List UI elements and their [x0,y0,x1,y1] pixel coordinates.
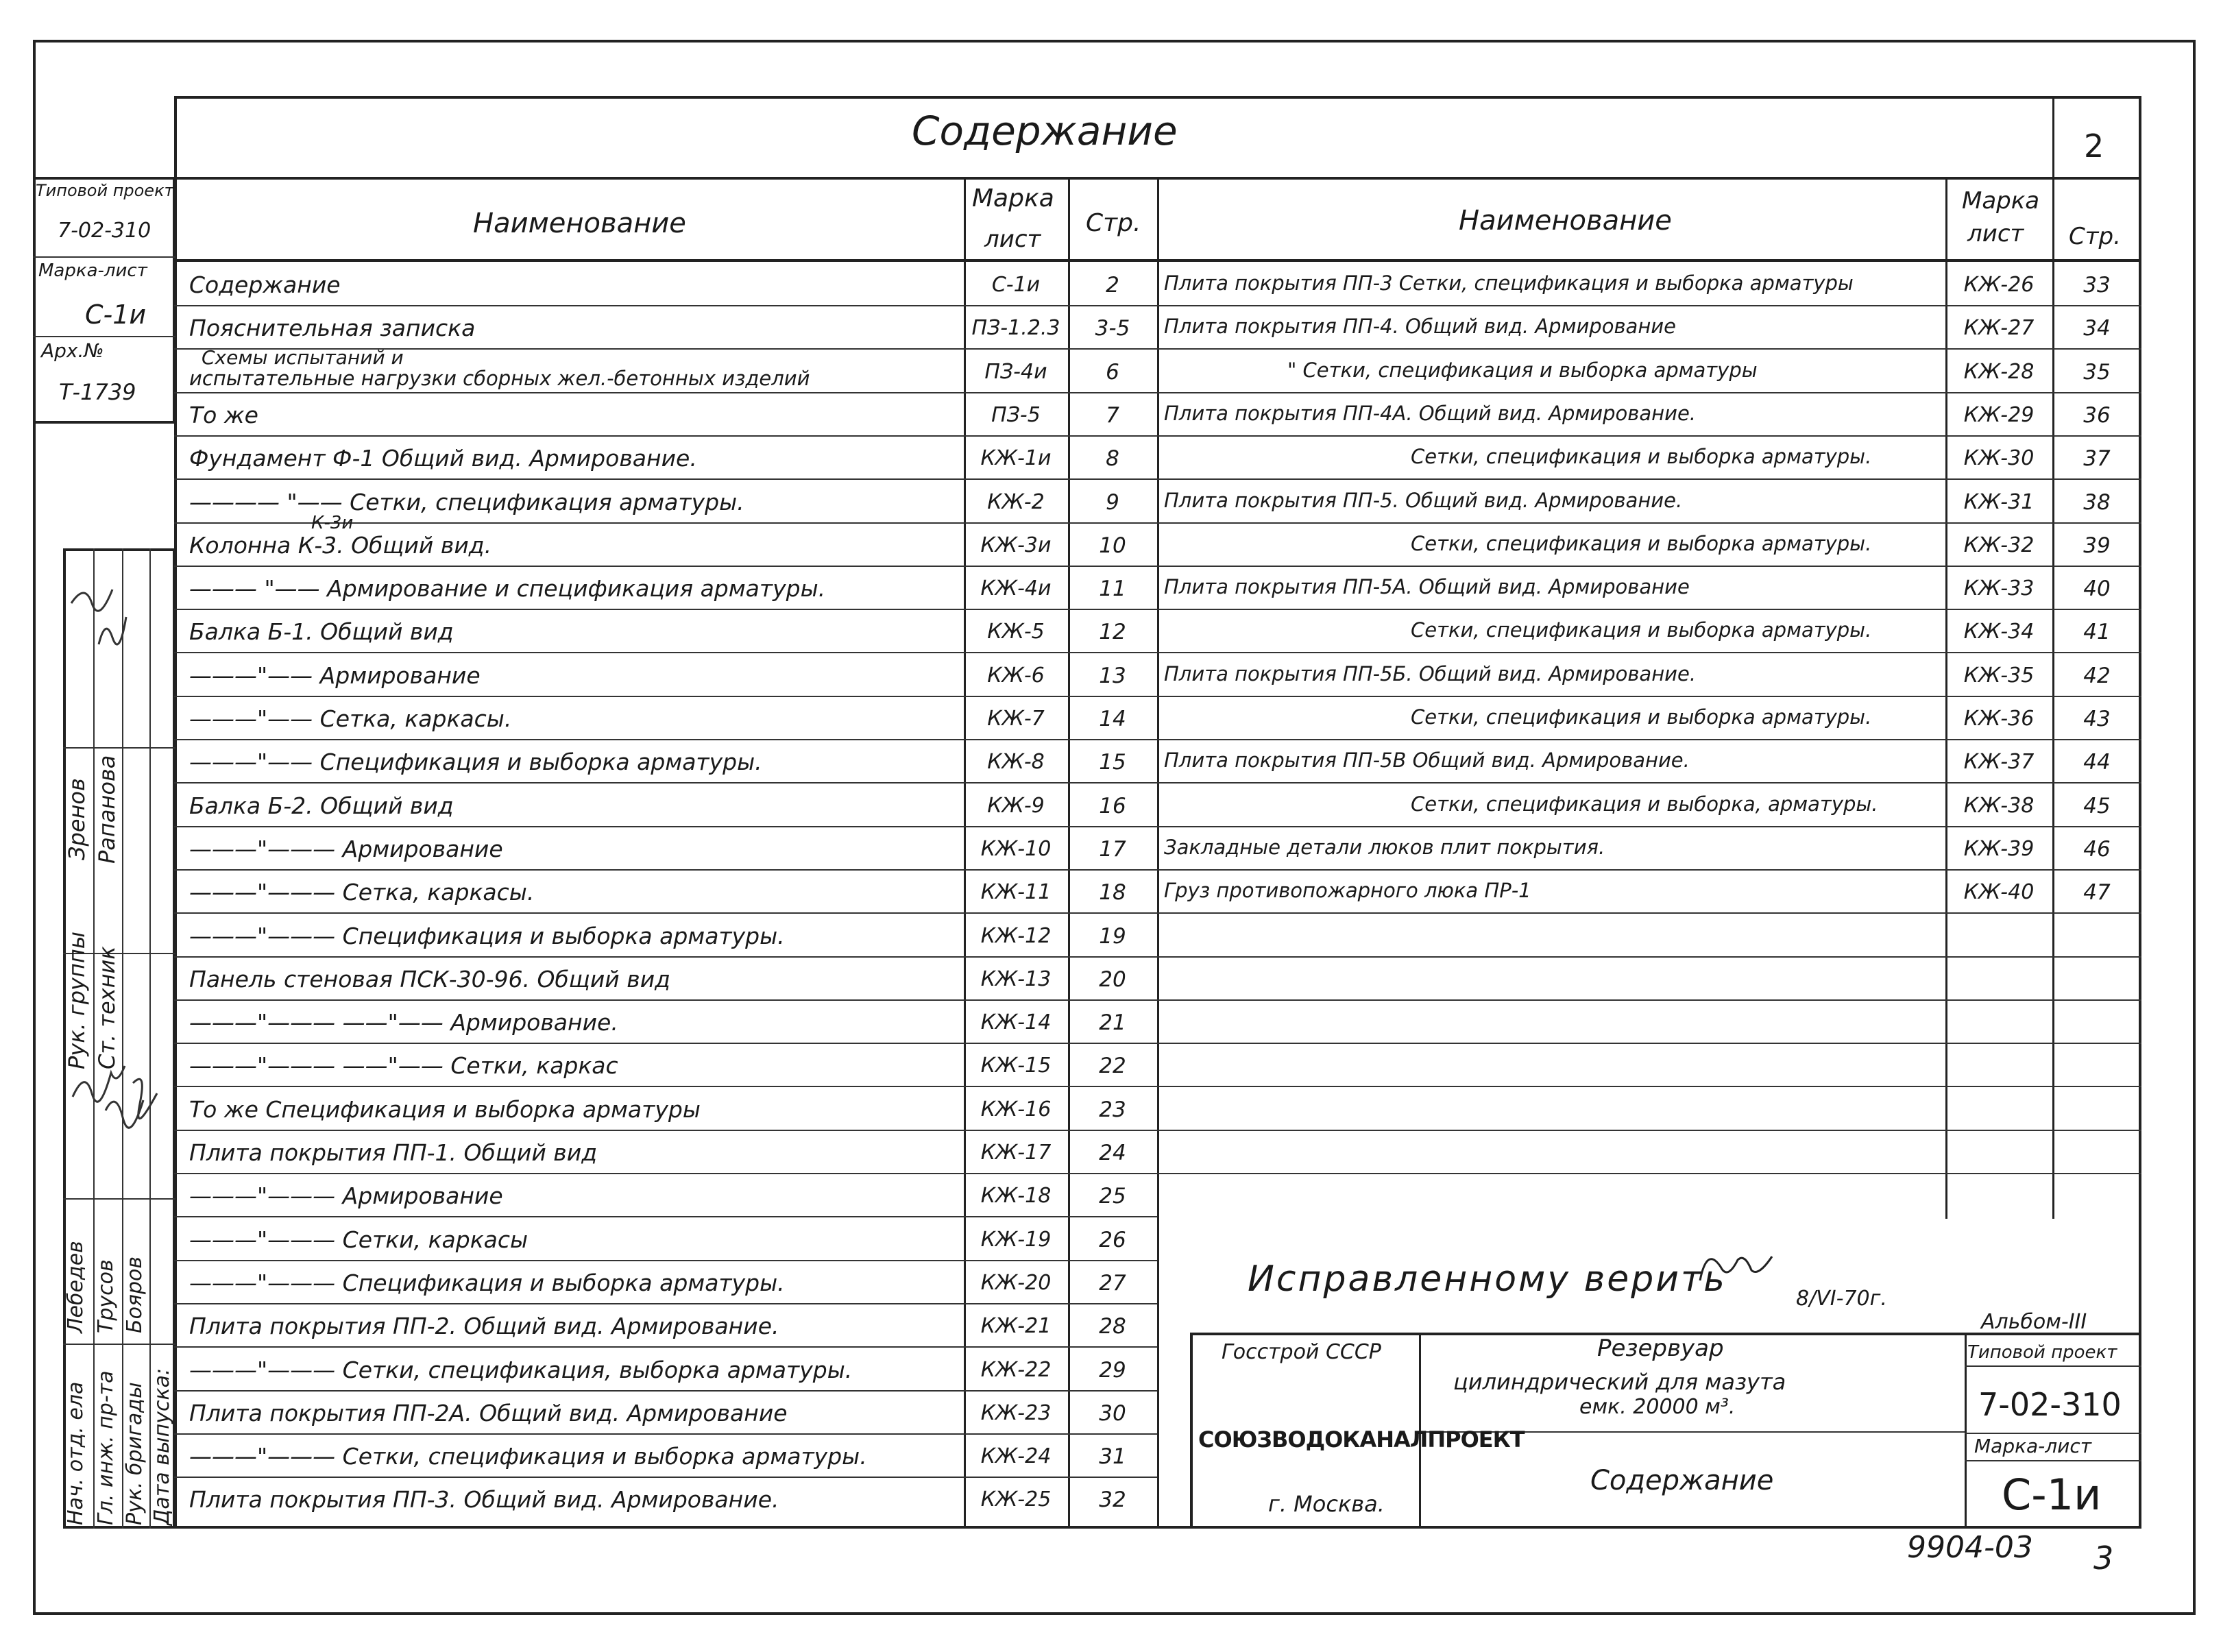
sig-role-5: Рук. бригады [123,1382,147,1525]
row-name: Сетки, спецификация и выборка арматуры. [1411,445,1872,468]
table-row [1157,349,2141,392]
row-page: 42 [2083,664,2111,688]
row-name: Балка Б-1. Общий вид [189,618,454,645]
row-name: Сетки, спецификация и выборка арматуры. [1411,705,1872,729]
row-mark: КЖ-21 [980,1314,1052,1338]
org-city: г. Москва. [1268,1491,1385,1517]
mark-label: Марка-лист [1974,1435,2092,1457]
row-mark: С-1и [991,273,1041,297]
row-page: 11 [1099,576,1126,601]
row-page: 46 [2083,837,2111,862]
col-header-mark-2: лист [984,226,1041,253]
row-name: Сетки, спецификация и выборка, арматуры. [1411,792,1878,816]
table-row [174,1173,1157,1216]
row-name-line1: Схемы испытаний и [202,346,404,369]
row-page: 25 [1099,1184,1126,1208]
table-row [174,913,1157,956]
table-row [1157,522,2141,566]
table-row [174,1303,1157,1346]
row-name: Сетки, спецификация и выборка арматуры. [1411,618,1872,642]
row-name: Содержание [189,271,341,298]
sig-role-2: Ст. техник [94,946,120,1069]
row-name: То же [189,402,258,428]
row-mark: КЖ-24 [980,1444,1052,1468]
object-line1: Резервуар [1597,1335,1724,1362]
row-page: 35 [2083,360,2111,385]
table-row [174,696,1157,739]
org-line1: Госстрой СССР [1222,1340,1381,1364]
row-name: ———"——— Сетки, спецификация и выборка арматуры. [189,1443,867,1470]
table-row [1157,783,2141,826]
table-row [1157,1086,2141,1130]
row-name: ———"—— Спецификация и выборка арматуры. [189,749,762,775]
table-row [1157,262,2141,305]
org-main: СОЮЗВОДОКАНАЛПРОЕКТ [1198,1426,1525,1453]
row-mark: КЖ-9 [987,794,1045,818]
row-page: 14 [1099,707,1126,731]
side-project-value: 7-02-310 [58,219,151,243]
row-name: Плита покрытия ПП-1. Общий вид [189,1139,598,1166]
row-name: Колонна К-3. Общий вид. [189,532,492,559]
row-name: ———"——— Армирование [189,1182,503,1209]
table-row [1157,1130,2141,1173]
row-mark: КЖ-28 [1963,360,2035,384]
row-mark: КЖ-36 [1963,707,2035,731]
table-row [174,1086,1157,1130]
row-name: ———"—— Армирование [189,662,481,689]
title-block-div-2 [1965,1333,1967,1529]
sheet-number: 2 [2084,127,2104,165]
certification-date: 8/VI-70г. [1796,1287,1887,1311]
sig-name-4: Трусов [94,1259,118,1333]
row-page: 36 [2083,403,2111,428]
row-page: 16 [1099,794,1126,818]
table-row [174,262,1157,305]
row-page: 31 [1099,1444,1126,1469]
row-page: 7 [1106,403,1119,428]
object-line3: емк. 20000 м³. [1579,1395,1736,1419]
row-name: ———"——— Армирование [189,836,503,862]
col-header-mark-right-2: лист [1967,220,2024,247]
row-page: 19 [1099,924,1126,949]
side-block-divider-2 [33,336,175,337]
table-row [174,1043,1157,1086]
certification-signature [1693,1239,1782,1294]
row-name: Сетки, спецификация и выборка арматуры. [1411,532,1872,555]
row-page: 6 [1106,360,1119,385]
table-row [1157,913,2141,956]
row-page: 33 [2083,273,2111,297]
table-row [174,566,1157,609]
row-page: 26 [1099,1228,1126,1252]
row-page: 30 [1099,1401,1126,1426]
row-mark: КЖ-2 [987,490,1045,514]
row-page: 13 [1099,664,1126,688]
row-mark: КЖ-12 [980,924,1052,948]
object-line2: цилиндрический для мазута [1453,1369,1786,1395]
row-page: 2 [1106,273,1119,297]
col-header-mark-1: Марка [972,184,1054,212]
sig-name-3: Лебедев [64,1241,88,1333]
row-mark: КЖ-22 [980,1358,1052,1382]
table-row [174,653,1157,696]
row-page: 28 [1099,1314,1126,1339]
row-page: 41 [2083,620,2111,644]
row-mark: КЖ-15 [980,1054,1052,1078]
table-row [174,783,1157,826]
row-mark: КЖ-13 [980,967,1052,991]
row-mark: КЖ-32 [1963,533,2035,557]
row-name: Плита покрытия ПП-2А. Общий вид. Армирование [189,1400,788,1426]
row-mark: КЖ-19 [980,1228,1052,1252]
table-row [174,1390,1157,1433]
table-row [174,1433,1157,1477]
table-row [174,826,1157,869]
mark-value: С-1и [2002,1470,2102,1520]
row-name: Плита покрытия ПП-2. Общий вид. Армирование. [189,1313,779,1339]
row-page: 12 [1099,620,1126,644]
sheet-number-divider [2052,96,2054,177]
row-page: 45 [2083,794,2111,818]
row-page: 21 [1099,1010,1126,1035]
row-name: Плита покрытия ПП-5В Общий вид. Армирование. [1164,749,1690,772]
table-row [1157,305,2141,348]
title-block-hdiv-2 [1965,1365,2141,1367]
col-header-name: Наименование [473,208,686,239]
row-name: Плита покрытия ПП-4. Общий вид. Армирование [1164,315,1676,338]
table-row [1157,1173,2141,1216]
row-page: 22 [1099,1054,1126,1078]
row-page: 43 [2083,707,2111,731]
row-mark: КЖ-14 [980,1010,1052,1034]
table-row [174,1130,1157,1173]
table-row [174,513,1157,566]
row-name: " Сетки, спецификация и выборка арматуры [1287,359,1758,382]
row-mark: ПЗ-4и [984,360,1047,384]
sig-role-4: Гл. инж. пр-та [94,1370,118,1525]
table-row [1157,653,2141,696]
row-page: 20 [1099,967,1126,992]
table-row [1157,739,2141,782]
row-name: Плита покрытия ПП-3 Сетки, спецификация и выборка арматуры [1164,271,1854,295]
row-name: Фундамент Ф-1 Общий вид. Армирование. [189,445,697,472]
table-row [1157,999,2141,1043]
table-row [174,346,1157,392]
row-page: 15 [1099,750,1126,775]
row-name: ———"—— Сетка, каркасы. [189,705,512,732]
row-page: 37 [2083,446,2111,471]
sig-name-2: Рапанова [94,755,120,864]
row-mark: КЖ-31 [1963,490,2035,514]
row-page: 27 [1099,1271,1126,1296]
row-name: ———"——— Сетки, каркасы [189,1226,529,1253]
row-mark: КЖ-4и [980,576,1052,600]
row-mark: КЖ-20 [980,1271,1052,1295]
row-name: ———— "—— Сетки, спецификация арматуры. [189,489,744,515]
sig-name-5: Бояров [123,1256,147,1333]
row-page: 9 [1106,490,1119,515]
row-page: 17 [1099,837,1126,862]
row-name: ———"——— Сетка, каркасы. [189,879,535,906]
side-arch-value: Т-1739 [59,379,136,405]
row-mark: КЖ-37 [1963,750,2035,774]
row-name: Панель стеновая ПСК-30-96. Общий вид [189,966,670,993]
row-mark: ПЗ-1.2.3 [971,316,1060,340]
row-name: Плита покрытия ПП-5А. Общий вид. Армирование [1164,575,1690,598]
sheet-title: Содержание [1590,1465,1774,1496]
row-page: 38 [2083,490,2111,515]
row-mark: КЖ-10 [980,837,1052,861]
sig-role-3: Нач. отд. ела [64,1381,88,1525]
title-block-hdiv-3 [1965,1433,2141,1434]
side-arch-label: Арх.№ [41,339,104,362]
table-row [1157,826,2141,869]
row-page: 40 [2083,576,2111,601]
row-name: испытательные нагрузки сборных жел.-бетонных изделий [189,367,810,390]
row-page: 8 [1106,446,1119,471]
table-row [1157,956,2141,999]
row-mark: КЖ-25 [980,1487,1052,1511]
table-row [1157,1043,2141,1086]
table-row [174,435,1157,478]
row-name: Плита покрытия ПП-4А. Общий вид. Армирование. [1164,402,1697,425]
row-page: 47 [2083,880,2111,905]
sig-role-1: Рук. группы [64,931,90,1069]
sig-name-1: Зренов [64,778,90,860]
table-row [174,609,1157,652]
row-mark: КЖ-18 [980,1184,1052,1208]
side-mark-label: Марка-лист [38,260,147,281]
row-name: ———"——— Спецификация и выборка арматуры. [189,923,785,949]
row-mark: КЖ-40 [1963,880,2035,904]
table-row [174,739,1157,782]
row-page: 44 [2083,750,2111,775]
signature-scribbles [64,562,174,1316]
signature-divider-4 [63,1344,175,1345]
table-row [174,999,1157,1043]
album-label: Альбом-III [1981,1310,2087,1334]
table-row [174,305,1157,348]
project-value: 7-02-310 [1978,1386,2122,1423]
footer-page: 3 [2093,1540,2114,1577]
row-mark: КЖ-35 [1963,664,2035,688]
row-mark: КЖ-27 [1963,316,2035,340]
table-row [1157,479,2141,522]
row-mark: КЖ-5 [987,620,1045,644]
row-page: 32 [1099,1487,1126,1512]
table-row [1157,435,2141,478]
row-mark: КЖ-11 [980,880,1052,904]
row-page: 18 [1099,880,1126,905]
row-mark: КЖ-34 [1963,620,2035,644]
row-name: Закладные детали люков плит покрытия. [1164,836,1605,859]
table-row [174,1260,1157,1303]
row-page: 34 [2083,316,2111,341]
page-title: Содержание [912,108,1178,154]
row-mark: КЖ-16 [980,1097,1052,1121]
row-mark: КЖ-23 [980,1401,1052,1425]
row-mark: ПЗ-5 [991,403,1041,427]
row-page: 10 [1099,533,1126,558]
table-row [1157,869,2141,912]
row-mark: КЖ-29 [1963,403,2035,427]
table-row [174,956,1157,999]
row-mark: КЖ-30 [1963,446,2035,470]
row-name: Плита покрытия ПП-5. Общий вид. Армирование. [1164,489,1683,512]
side-project-label: Типовой проект [36,181,174,200]
row-mark: КЖ-6 [987,664,1045,688]
table-row [1157,566,2141,609]
row-page: 24 [1099,1141,1126,1165]
row-page: 39 [2083,533,2111,558]
project-label: Типовой проект [1967,1342,2117,1363]
row-name: ———"——— Сетки, спецификация, выборка арматуры. [189,1357,853,1383]
col-header-name-right: Наименование [1459,205,1672,236]
row-name: Балка Б-2. Общий вид [189,792,454,819]
row-name: ———"——— ——"—— Армирование. [189,1009,618,1036]
row-mark: КЖ-33 [1963,576,2035,600]
row-page: 3-5 [1095,316,1130,341]
row-name: ———"——— ——"—— Сетки, каркас [189,1052,618,1079]
footer-code: 9904-03 [1907,1530,2033,1565]
row-mark-over: К-3и [311,513,354,533]
row-mark: КЖ-7 [987,707,1045,731]
row-name: Плита покрытия ПП-5Б. Общий вид. Армирование. [1164,662,1697,685]
row-mark: КЖ-26 [1963,273,2035,297]
col-header-page: Стр. [1086,209,1141,237]
row-mark: КЖ-17 [980,1141,1052,1165]
side-block-divider-1 [33,256,175,258]
row-page: 23 [1099,1097,1126,1122]
sig-role-6: Дата выпуска: [150,1368,174,1525]
table-row [1157,696,2141,739]
row-name: Груз противопожарного люка ПР-1 [1164,879,1531,902]
side-mark-value: С-1и [85,300,147,330]
table-row [174,1347,1157,1390]
certification-text: Исправленному верить [1248,1259,1727,1300]
table-row [174,1217,1157,1260]
table-row [1157,609,2141,652]
row-name: ———"——— Спецификация и выборка арматуры. [189,1270,785,1296]
row-mark: КЖ-38 [1963,794,2035,818]
table-row [174,869,1157,912]
col-header-page-right: Стр. [2069,223,2121,250]
row-page: 29 [1099,1358,1126,1383]
table-row [174,1477,1157,1520]
row-name: Плита покрытия ПП-3. Общий вид. Армирование. [189,1486,779,1513]
row-mark: КЖ-39 [1963,837,2035,861]
table-row [174,392,1157,435]
row-name: То же Спецификация и выборка арматуры [189,1096,701,1123]
row-mark: КЖ-1и [980,446,1052,470]
row-mark: КЖ-8 [987,750,1045,774]
row-mark: КЖ-3и [980,533,1052,557]
title-block-hdiv-4 [1965,1460,2141,1461]
table-row [1157,392,2141,435]
col-header-mark-right-1: Марка [1962,187,2040,215]
row-name: Пояснительная записка [189,315,476,341]
row-name: ——— "—— Армирование и спецификация арматуры. [189,575,826,602]
